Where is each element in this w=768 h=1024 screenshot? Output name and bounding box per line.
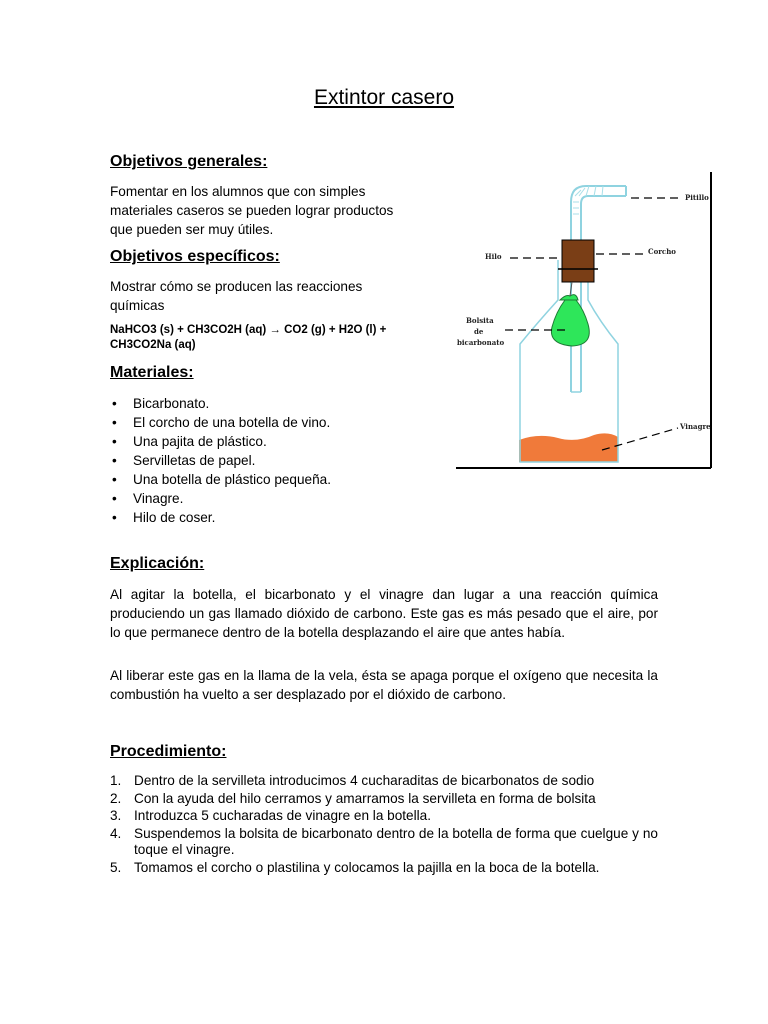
list-item: • Servilletas de papel. bbox=[110, 451, 331, 470]
explicacion-paragraph: Al liberar este gas en la llama de la vela, ésta se apaga porque el oxígeno que necesita la combustión ha vuelto a ser desplazado por el dióxido de carbono. bbox=[110, 668, 658, 702]
label-corcho: Corcho bbox=[648, 247, 676, 256]
list-item: • Una pajita de plástico. bbox=[110, 432, 331, 451]
list-item: • Vinagre. bbox=[110, 489, 331, 508]
baking-soda-bag bbox=[551, 300, 589, 346]
text-line: químicas bbox=[110, 298, 165, 313]
step-text: Introduzca 5 cucharadas de vinagre en la botella. bbox=[134, 808, 431, 823]
list-item: • Bicarbonato. bbox=[110, 394, 331, 413]
label-bolsita-3: bicarbonato bbox=[457, 338, 505, 347]
text-line: materiales caseros se pueden lograr productos bbox=[110, 203, 394, 218]
list-item: • El corcho de una botella de vino. bbox=[110, 413, 331, 432]
heading-materiales: Materiales: bbox=[110, 364, 194, 381]
explicacion-paragraph: Al agitar la botella, el bicarbonato y el vinagre dan lugar a una reacción química produciendo un gas llamado dióxido de carbono. Este gas es más pesado que el aire, por lo que permanece dentro de la botella desplazando el aire que antes había. bbox=[110, 587, 658, 640]
bottle-outline bbox=[520, 260, 618, 462]
list-item bbox=[110, 791, 658, 808]
extinguisher-diagram bbox=[448, 172, 714, 472]
bag-knot bbox=[560, 295, 578, 300]
list-item bbox=[110, 773, 658, 790]
label-pitillo: Pitillo bbox=[685, 193, 709, 202]
straw-stripes bbox=[573, 186, 603, 214]
step-number: 2. bbox=[110, 790, 122, 806]
step-text: Tomamos el corcho o plastilina y colocamos la pajilla en la boca de la botella. bbox=[134, 859, 600, 875]
list-item: • Una botella de plástico pequeña. bbox=[110, 470, 331, 489]
step-text: Con la ayuda del hilo cerramos y amarramos la servilleta en forma de bolsita bbox=[134, 790, 596, 806]
text-line: Fomentar en los alumnos que con simples bbox=[110, 184, 366, 199]
objetivos-generales-text bbox=[110, 182, 393, 239]
equation-line: CH3CO2Na (aq) bbox=[110, 339, 196, 351]
vinegar-liquid bbox=[519, 433, 618, 462]
label-hilo: Hilo bbox=[485, 252, 502, 261]
step-number: 3. bbox=[110, 808, 122, 823]
step-text: Dentro de la servilleta introducimos 4 cucharaditas de bicarbonatos de sodio bbox=[134, 773, 595, 788]
page-title: Extintor casero bbox=[313, 86, 455, 109]
chemical-equation bbox=[110, 323, 430, 353]
procedimiento-list bbox=[110, 773, 658, 877]
label-bolsita-1: Bolsita bbox=[466, 316, 494, 325]
objetivos-especificos-text bbox=[110, 277, 362, 315]
heading-objetivos-generales: Objetivos generales: bbox=[110, 153, 268, 170]
cork-corcho bbox=[562, 240, 594, 282]
step-number: 4. bbox=[110, 825, 122, 841]
heading-procedimiento: Procedimiento: bbox=[110, 743, 227, 760]
equation-line: NaHCO3 (s) + CH3CO2H (aq) → CO2 (g) + H2O (l) + bbox=[110, 324, 387, 336]
list-item bbox=[110, 860, 658, 877]
materiales-list bbox=[110, 394, 331, 527]
label-bolsita-2: de bbox=[474, 327, 484, 336]
step-number: 1. bbox=[110, 773, 122, 788]
step-text: Suspendemos la bolsita de bicarbonato dentro de la botella de forma que cuelgue y no toque el vinagre. bbox=[134, 825, 658, 857]
step-number: 5. bbox=[110, 859, 122, 875]
list-item bbox=[110, 808, 658, 825]
text-line: Mostrar cómo se producen las reacciones bbox=[110, 279, 363, 294]
text-line: que pueden ser muy útiles. bbox=[110, 222, 274, 237]
list-item: • Hilo de coser. bbox=[110, 508, 331, 527]
heading-objetivos-especificos: Objetivos específicos: bbox=[110, 248, 280, 265]
list-item bbox=[110, 826, 658, 859]
heading-explicacion: Explicación: bbox=[110, 555, 205, 572]
label-pointers bbox=[505, 198, 680, 450]
label-vinagre: Vinagre bbox=[680, 422, 711, 431]
